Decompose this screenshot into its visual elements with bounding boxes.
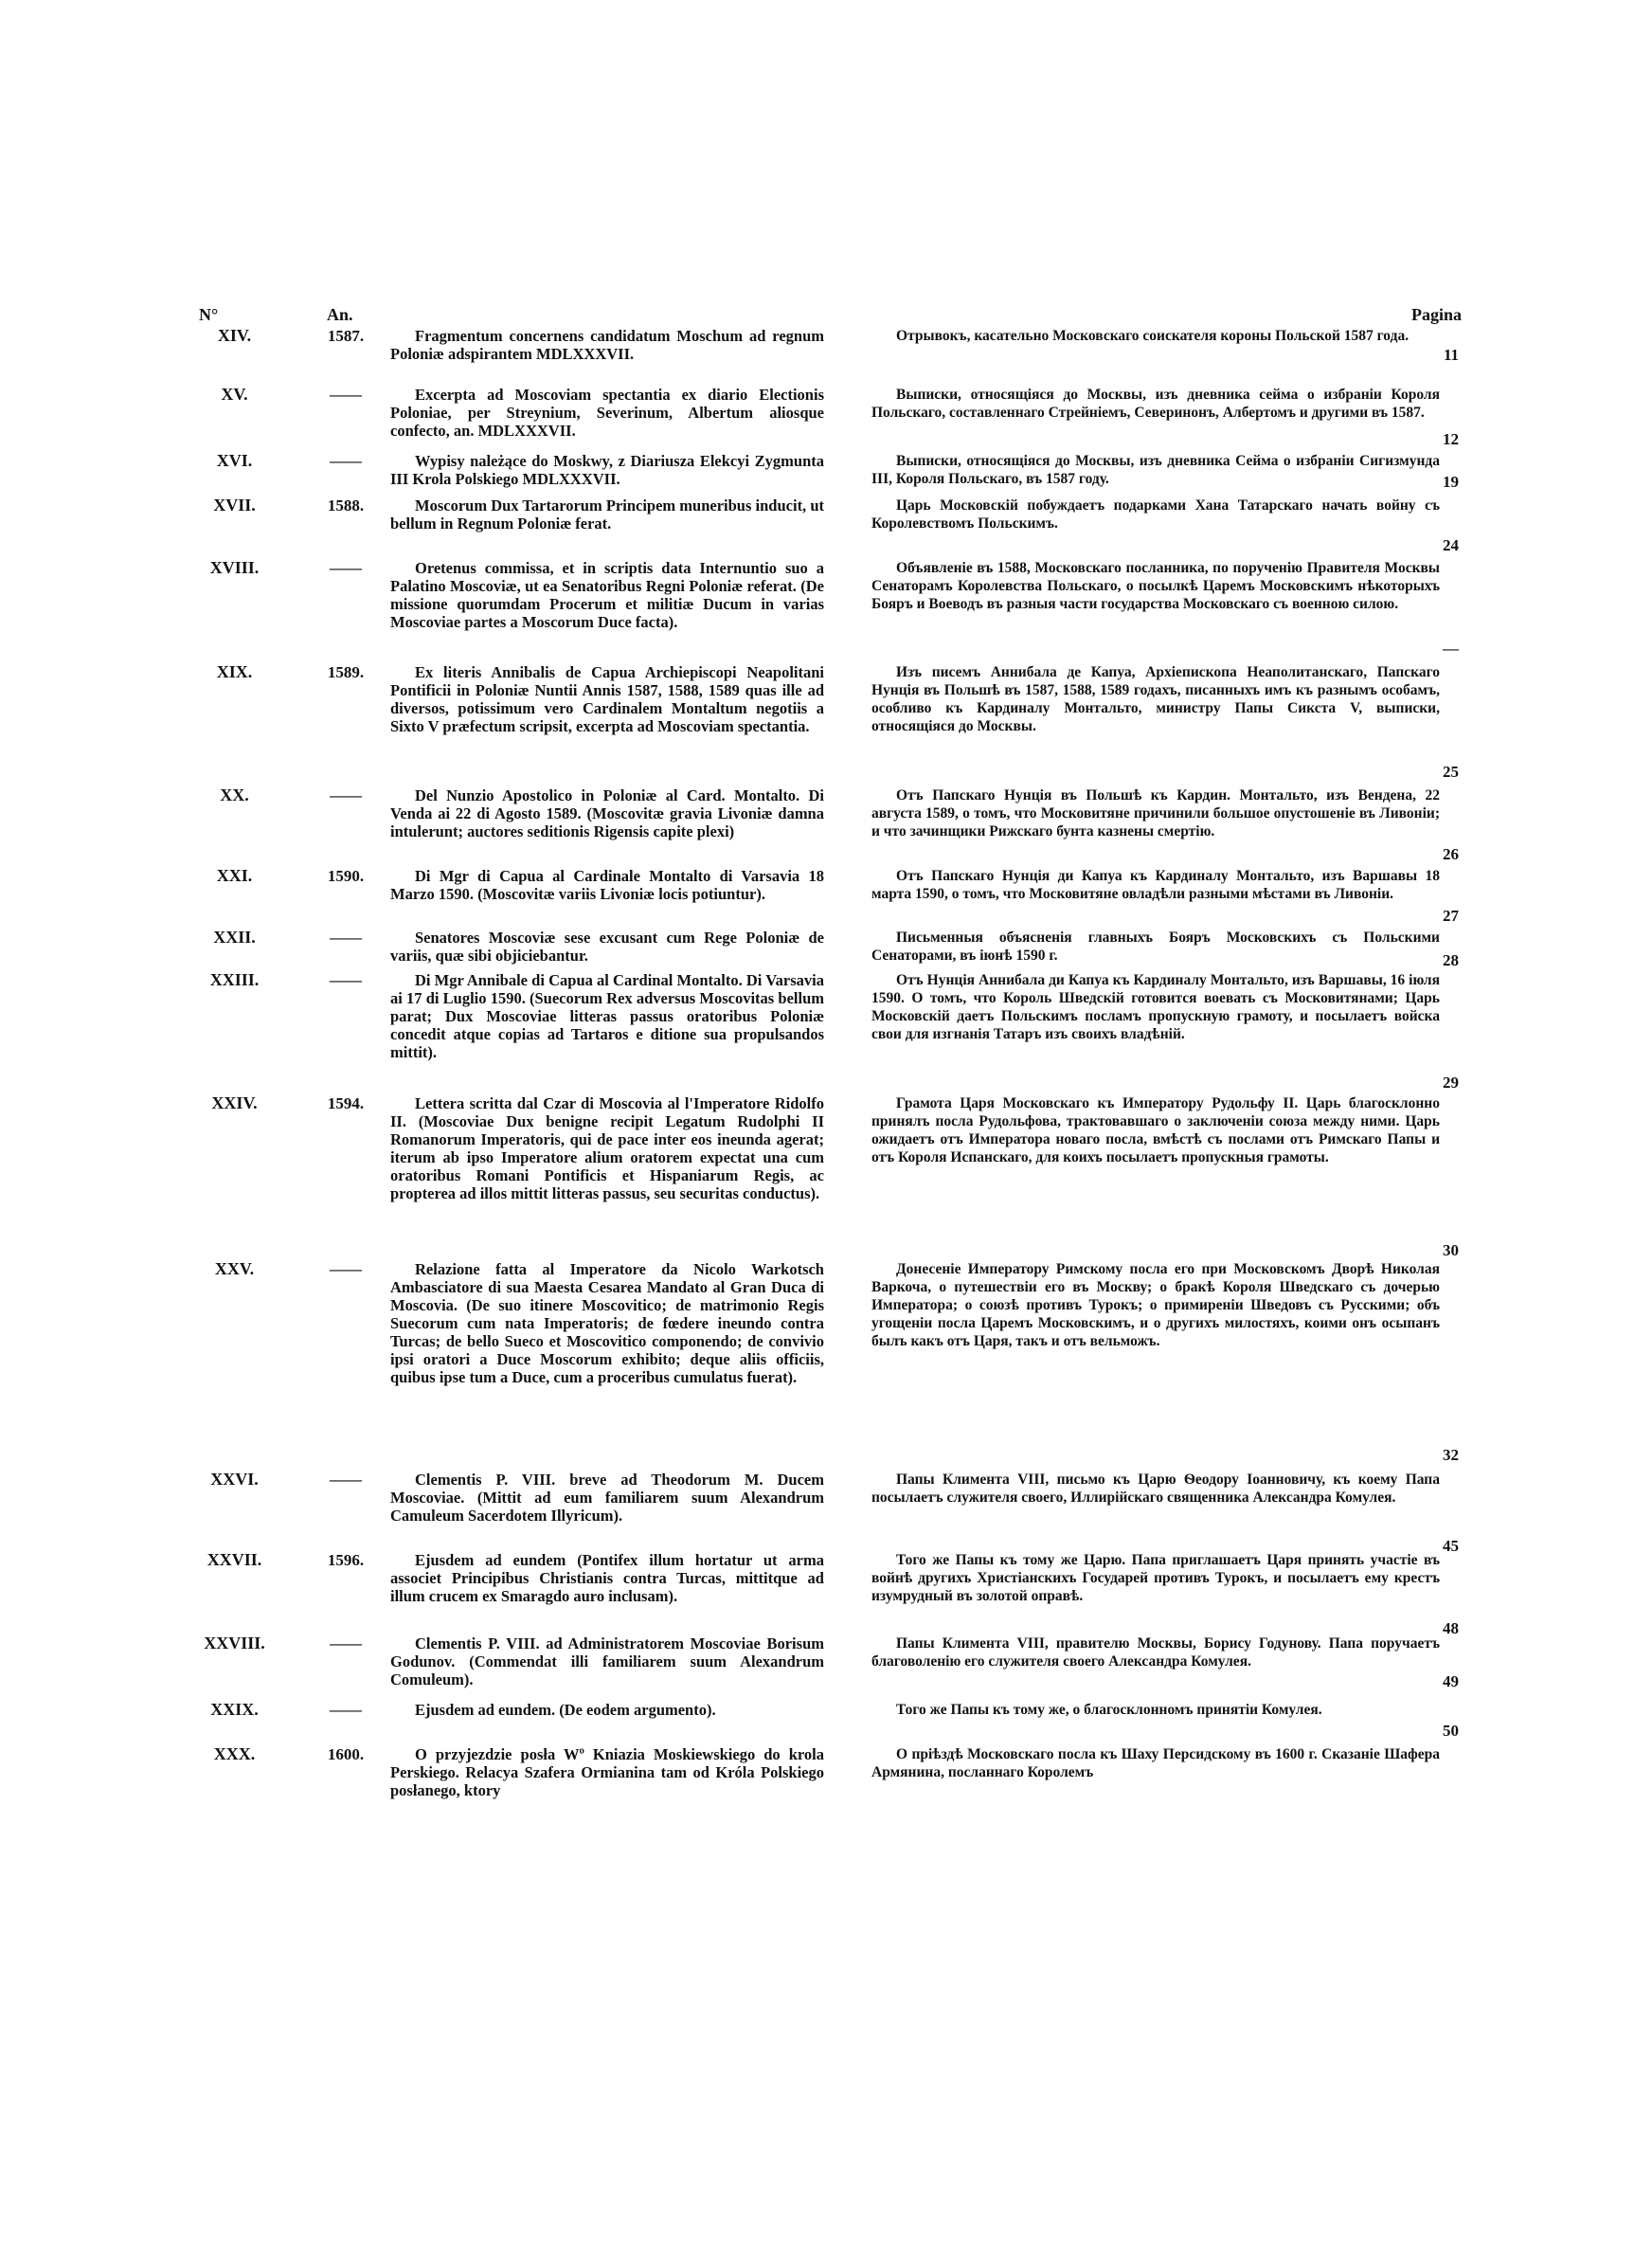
entry-year: —— bbox=[330, 386, 362, 404]
entry-year: 1594. bbox=[327, 1094, 365, 1112]
entry-page: 49 bbox=[1443, 1672, 1459, 1690]
entry-latin: Ejusdem ad eundem. (De eodem argumento). bbox=[415, 1701, 716, 1719]
entry-russian: Отъ Папскаго Нунція ди Капуа къ Кардиналу Монтальто, изъ Варшавы 18 марта 1590, о томъ, что Московитяне овладѣли разными мѣстами въ Ливоніи. bbox=[871, 868, 1440, 902]
entry-russian: Отъ Нунція Аннибала ди Капуа къ Кардиналу Монтальто, изъ Варшавы, 16 іюля 1590. О томъ, что Король Шведскій готовится воевать съ Московитянами; Царь Московскій даетъ Польскимъ посламъ пропускную грамоту, и посылаетъ войска свои для изгнанія Татаръ изъ своихъ владѣній. bbox=[871, 972, 1440, 1042]
entry-page: 26 bbox=[1443, 845, 1459, 863]
entry-year: 1588. bbox=[327, 497, 365, 515]
entry-latin: Di Mgr Annibale di Capua al Cardinal Montalto. Di Varsavia ai 17 di Luglio 1590. (Suecorum Rex adversus Moscovitas bellum parat; Dux Moscoviae litteras passus oratoribus Poloniæ concedit atque copias ad Tartaros e ditione sua propulsandos mittit). bbox=[390, 971, 824, 1061]
entry-russian: Донесеніе Императору Римскому посла его при Московскомъ Дворѣ Николая Варкоча, о путешествіи его въ Москву; о бракѣ Короля Шведскаго съ дочерью Императора; о союзѣ противъ Турокъ; о примиреніи Шведовъ съ Русскими; объ угощеніи посла Царемъ Московскимъ, и о другихъ милостяхъ, коими онъ осыпанъ былъ какъ отъ Царя, такъ и отъ вельможъ. bbox=[871, 1261, 1440, 1349]
entry-russian: Выписки, относящіяся до Москвы, изъ дневника сейма о избраніи Короля Польскаго, составленнаго Стрейніемъ, Северинонъ, Албертомъ и другими въ 1587. bbox=[871, 387, 1440, 421]
entry-page: 11 bbox=[1443, 346, 1459, 364]
entry-year: —— bbox=[330, 452, 362, 470]
entry-latin: Di Mgr di Capua al Cardinale Montalto di Varsavia 18 Marzo 1590. (Moscovitæ variis Livoniæ locis potiuntur). bbox=[390, 867, 824, 903]
entry-year: 1587. bbox=[327, 327, 365, 345]
entry-page: 12 bbox=[1443, 430, 1459, 448]
entry-number: XV. bbox=[221, 385, 248, 404]
entry-number: XXVII. bbox=[206, 1550, 262, 1569]
entry-number: XXIX. bbox=[210, 1700, 259, 1719]
entry-number: XXII. bbox=[213, 928, 256, 947]
entry-russian: Отъ Папскаго Нунція въ Польшѣ къ Кардин. Монтальто, изъ Вендена, 22 августа 1589, о томъ, что Московитяне причинили большое опустошеніе въ Ливоніи; и что зачинщики Рижскаго бунта казнены смертію. bbox=[871, 787, 1440, 840]
entry-latin: Excerpta ad Moscoviam spectantia ex diario Electionis Poloniae, per Streynium, Severinum, Albertum aliosque confecto, an. MDLXXXVII. bbox=[390, 386, 824, 440]
entry-number: XXIV. bbox=[211, 1093, 258, 1112]
entry-russian: Изъ писемъ Аннибала де Капуа, Архіепископа Неаполитанскаго, Папскаго Нунція въ Польшѣ въ 1587, 1588, 1589 годахъ, писанныхъ имъ къ разнымъ особамъ, особливо къ Кардиналу Монтальто, министру Папы Сикста V, выписки, относящіяся до Москвы. bbox=[871, 664, 1440, 734]
entry-page: 30 bbox=[1443, 1241, 1459, 1259]
entry-year: —— bbox=[330, 786, 362, 804]
entry-latin: Oretenus commissa, et in scriptis data Internuntio suo a Palatino Moscoviæ, ut ea Senatoribus Regni Poloniæ referat. (De missione quorumdam Procerum et militiæ Ducum in varias Moscoviae partes a Moscorum Duce facta). bbox=[390, 559, 824, 631]
entry-year: 1590. bbox=[327, 867, 365, 885]
entry-page: 48 bbox=[1443, 1619, 1459, 1637]
entry-year: —— bbox=[330, 971, 362, 989]
entry-number: XXX. bbox=[213, 1744, 256, 1763]
entry-page: — bbox=[1443, 640, 1459, 658]
entry-number: XIV. bbox=[217, 326, 252, 345]
entry-latin: Wypisy należące do Moskwy, z Diariusza Elekcyi Zygmunta III Krola Polskiego MDLXXXVII. bbox=[390, 452, 824, 488]
entry-latin: Lettera scritta dal Czar di Moscovia al l'Imperatore Ridolfo II. (Moscoviae Dux benigne recipit Legatum Rudolphi II Romanorum Imperatoris, qui de pace inter eos ineunda agerat; iterum ab ipso Imperatore alium oratorem expectat una cum oratoribus Romani Pontificis et Hispaniarum Regis, ac propterea ad illos mittit litteras passus, seu securitas conductus). bbox=[390, 1094, 824, 1202]
entry-latin: Senatores Moscoviæ sese excusant cum Rege Poloniæ de variis, quæ sibi objiciebantur. bbox=[390, 929, 824, 965]
entry-number: XX. bbox=[220, 785, 249, 804]
header-pagina: Pagina bbox=[1411, 305, 1463, 324]
entry-page: 29 bbox=[1443, 1074, 1459, 1092]
entry-russian: О пріѣздѣ Московскаго посла къ Шаху Персидскому въ 1600 г. Сказаніе Шафера Армянина, посланнаго Королемъ bbox=[871, 1746, 1440, 1780]
entry-page: 19 bbox=[1443, 473, 1459, 491]
entry-year: 1596. bbox=[327, 1551, 365, 1569]
entry-page: 45 bbox=[1443, 1537, 1459, 1555]
entry-russian: Письменныя объясненія главныхъ Бояръ Московскихъ съ Польскими Сенаторами, въ іюнѣ 1590 г. bbox=[871, 930, 1440, 964]
entry-latin: Del Nunzio Apostolico in Poloniæ al Card. Montalto. Di Venda ai 22 di Agosto 1589. (Moscovitæ gravia Livoniæ damna intulerunt; auctores seditionis Rigensis capite plexi) bbox=[390, 786, 824, 840]
entry-year: —— bbox=[330, 929, 362, 947]
entry-year: 1600. bbox=[327, 1745, 365, 1763]
entry-year: —— bbox=[330, 1471, 362, 1489]
entry-russian: Грамота Царя Московскаго къ Императору Рудольфу II. Царь благосклонно принялъ посла Рудольфова, трактовавшаго о заключеніи союза между ними. Царь ожидаетъ отъ Императора новаго посла, вмѣстѣ съ послами отъ Римскаго Папы и отъ Короля Испанскаго, для коихъ посылаетъ пропускныя грамоты. bbox=[871, 1095, 1440, 1165]
entry-latin: Ejusdem ad eundem (Pontifex illum hortatur ut arma associet Principibus Christianis contra Turcas, mittitque ad illum crucem ex Smaragdo auro inclusam). bbox=[390, 1551, 824, 1605]
entry-year: 1589. bbox=[327, 663, 365, 681]
entry-russian: Объявленіе въ 1588, Московскаго посланника, по порученію Правителя Москвы Сенаторамъ Королевства Польскаго, о посылкѣ Царемъ Московскимъ нѣкоторыхъ Бояръ и Воеводъ въ разныя части государства Московскаго съ военною силою. bbox=[871, 560, 1440, 612]
entry-number: XXVI. bbox=[210, 1470, 259, 1489]
entry-latin: Fragmentum concernens candidatum Moschum ad regnum Poloniæ adspirantem MDLXXXVII. bbox=[390, 327, 824, 363]
entry-year: —— bbox=[330, 559, 362, 577]
entry-number: XXI. bbox=[216, 866, 253, 885]
entry-russian: Выписки, относящіяся до Москвы, изъ дневника Сейма о избраніи Сигизмунда III, Короля Польскаго, въ 1587 году. bbox=[871, 453, 1440, 487]
header-year: An. bbox=[327, 305, 353, 324]
entry-page: 27 bbox=[1443, 907, 1459, 925]
entry-russian: Того же Папы къ тому же, о благосклонномъ принятіи Комулея. bbox=[896, 1702, 1322, 1718]
entry-latin: O przyjezdzie posła Wº Kniazia Moskiewskiego do krola Perskiego. Relacya Szafera Ormianina tam od Króla Polskiego posłanego, ktory bbox=[390, 1745, 824, 1799]
entry-number: XIX. bbox=[216, 662, 253, 681]
entry-page: 50 bbox=[1443, 1722, 1459, 1740]
entry-year: —— bbox=[330, 1701, 362, 1719]
entry-number: XXVIII. bbox=[204, 1634, 265, 1652]
entry-number: XVII. bbox=[213, 496, 256, 515]
entry-page: 28 bbox=[1443, 951, 1459, 969]
entry-page: 25 bbox=[1443, 763, 1459, 781]
entry-russian: Папы Климента VIII, правителю Москвы, Борису Годунову. Папа поручаетъ благоволенію его служителя своего Александра Комулея. bbox=[871, 1635, 1440, 1670]
entry-latin: Relazione fatta al Imperatore da Nicolo Warkotsch Ambasciatore di sua Maesta Cesarea Mandato al Gran Duca di Moscovia. (De suo itinere Moscovitico; de matrimonio Regis Suecorum cum nata Imperatoris; de fœdere ineundo contra Turcas; de bello Sueco et Moscovitico componendo; de convivio ipsi oratori a Duce Moscorum exhibito; deque aliis officiis, quibus ipse tum a Duce, cum a proceribus cumulatus fuerat). bbox=[390, 1260, 824, 1386]
entry-latin: Moscorum Dux Tartarorum Principem muneribus inducit, ut bellum in Regnum Poloniæ ferat. bbox=[390, 497, 824, 533]
entry-latin: Clementis P. VIII. ad Administratorem Moscoviae Borisum Godunov. (Commendat illi familiarem suum Alexandrum Comuleum). bbox=[390, 1634, 824, 1688]
entry-number: XVIII. bbox=[209, 558, 260, 577]
entry-russian: Отрывокъ, касательно Московскаго соискателя короны Польской 1587 года. bbox=[896, 328, 1410, 344]
entry-page: 24 bbox=[1443, 536, 1459, 554]
entry-latin: Clementis P. VIII. breve ad Theodorum M. Ducem Moscoviae. (Mittit ad eum familiarem suum Alexandrum Camuleum Sacerdotem Illyricum). bbox=[390, 1471, 824, 1525]
entry-latin: Ex literis Annibalis de Capua Archiepiscopi Neapolitani Pontificii in Poloniæ Nuntii Annis 1587, 1588, 1589 quas ille ad diversos, potissimum vero Cardinalem Montaltum negotiis a Sixto V præfectum scripsit, excerpta ad Moscoviam spectantia. bbox=[390, 663, 824, 735]
entry-number: XXV. bbox=[214, 1259, 255, 1278]
entry-russian: Царь Московскій побуждаетъ подарками Хана Татарскаго начать войну съ Королевствомъ Польскимъ. bbox=[871, 497, 1440, 532]
entry-russian: Того же Папы къ тому же Царю. Папа приглашаетъ Царя принять участіе въ войнѣ другихъ Христіанскихъ Государей противъ Турокъ, и посылаетъ ему крестъ изумрудный въ золотой оправѣ. bbox=[871, 1552, 1440, 1604]
entry-number: XXIII. bbox=[209, 970, 260, 989]
entry-page: 32 bbox=[1443, 1446, 1459, 1464]
entry-number: XVI. bbox=[216, 451, 253, 470]
entry-year: —— bbox=[330, 1260, 362, 1278]
entry-year: —— bbox=[330, 1634, 362, 1652]
entry-russian: Папы Климента VIII, письмо къ Царю Ѳеодору Іоанновичу, къ коему Папа посылаетъ служителя своего, Иллирійскаго священника Александра Комулея. bbox=[871, 1472, 1440, 1506]
header-number: N° bbox=[199, 305, 219, 324]
